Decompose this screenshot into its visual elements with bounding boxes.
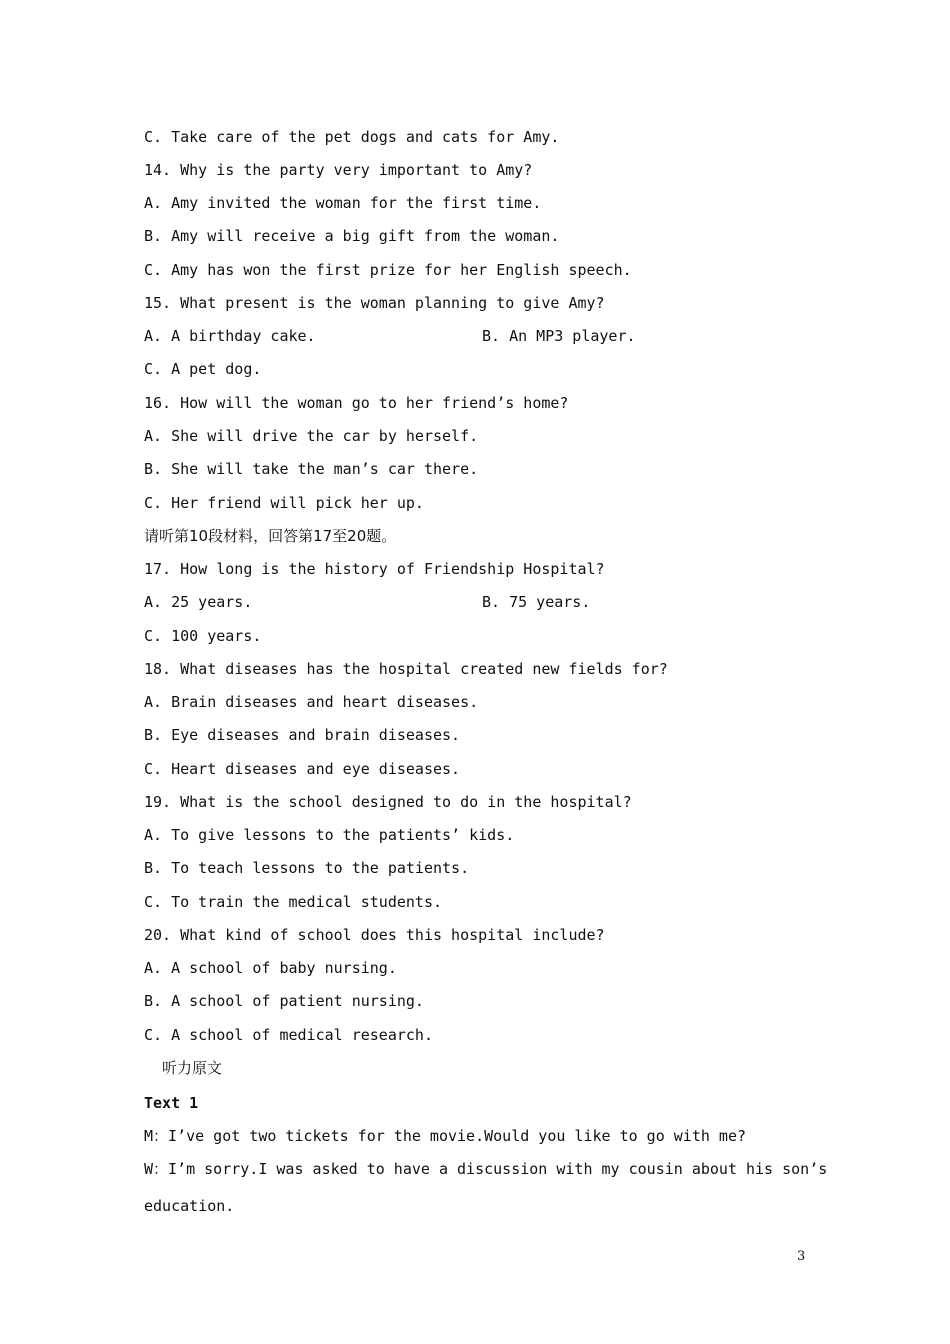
q18-option-a: A. Brain diseases and heart diseases.	[144, 693, 479, 711]
q19-option-c: C. To train the medical students.	[144, 893, 443, 911]
q14-option-a: A. Amy invited the woman for the first time.	[144, 194, 542, 212]
q15-option-c: C. A pet dog.	[144, 360, 262, 378]
q18-option-c: C. Heart diseases and eye diseases.	[144, 760, 461, 778]
q17-option-b: B. 75 years.	[482, 593, 591, 611]
q15-option-a: A. A birthday cake.	[144, 327, 316, 345]
question-15: 15. What present is the woman planning to give Amy?	[144, 294, 605, 312]
question-19: 19. What is the school designed to do in the hospital?	[144, 793, 632, 811]
transcript-line-m: M：I’ve got two tickets for the movie.Would you like to go with me?	[144, 1127, 746, 1145]
text-1-heading: Text 1	[144, 1094, 199, 1112]
q13-option-c: C. Take care of the pet dogs and cats for Amy.	[144, 128, 560, 146]
q16-option-c: C. Her friend will pick her up.	[144, 494, 424, 512]
q14-option-b: B. Amy will receive a big gift from the woman.	[144, 227, 560, 245]
q17-option-a: A. 25 years.	[144, 593, 253, 611]
q20-option-b: B. A school of patient nursing.	[144, 992, 424, 1010]
transcript-line-w-continued: education.	[144, 1197, 235, 1215]
transcript-line-w: W：I’m sorry.I was asked to have a discussion with my cousin about his son’s	[144, 1160, 828, 1178]
q19-option-b: B. To teach lessons to the patients.	[144, 859, 470, 877]
q20-option-c: C. A school of medical research.	[144, 1026, 433, 1044]
question-20: 20. What kind of school does this hospital include?	[144, 926, 605, 944]
question-16: 16. How will the woman go to her friend’s home?	[144, 394, 569, 412]
question-14: 14. Why is the party very important to Amy?	[144, 161, 533, 179]
section-instruction: 请听第10段材料，回答第17至20题。	[144, 527, 397, 545]
q19-option-a: A. To give lessons to the patients’ kids.	[144, 826, 515, 844]
q18-option-b: B. Eye diseases and brain diseases.	[144, 726, 461, 744]
q15-option-b: B. An MP3 player.	[482, 327, 636, 345]
question-18: 18. What diseases has the hospital created new fields for?	[144, 660, 668, 678]
q16-option-a: A. She will drive the car by herself.	[144, 427, 479, 445]
q20-option-a: A. A school of baby nursing.	[144, 959, 397, 977]
question-17: 17. How long is the history of Friendship Hospital?	[144, 560, 605, 578]
q17-option-c: C. 100 years.	[144, 627, 262, 645]
transcript-heading: 听力原文	[162, 1059, 223, 1077]
page-number: 3	[797, 1249, 806, 1264]
q14-option-c: C. Amy has won the first prize for her English speech.	[144, 261, 632, 279]
q16-option-b: B. She will take the man’s car there.	[144, 460, 479, 478]
